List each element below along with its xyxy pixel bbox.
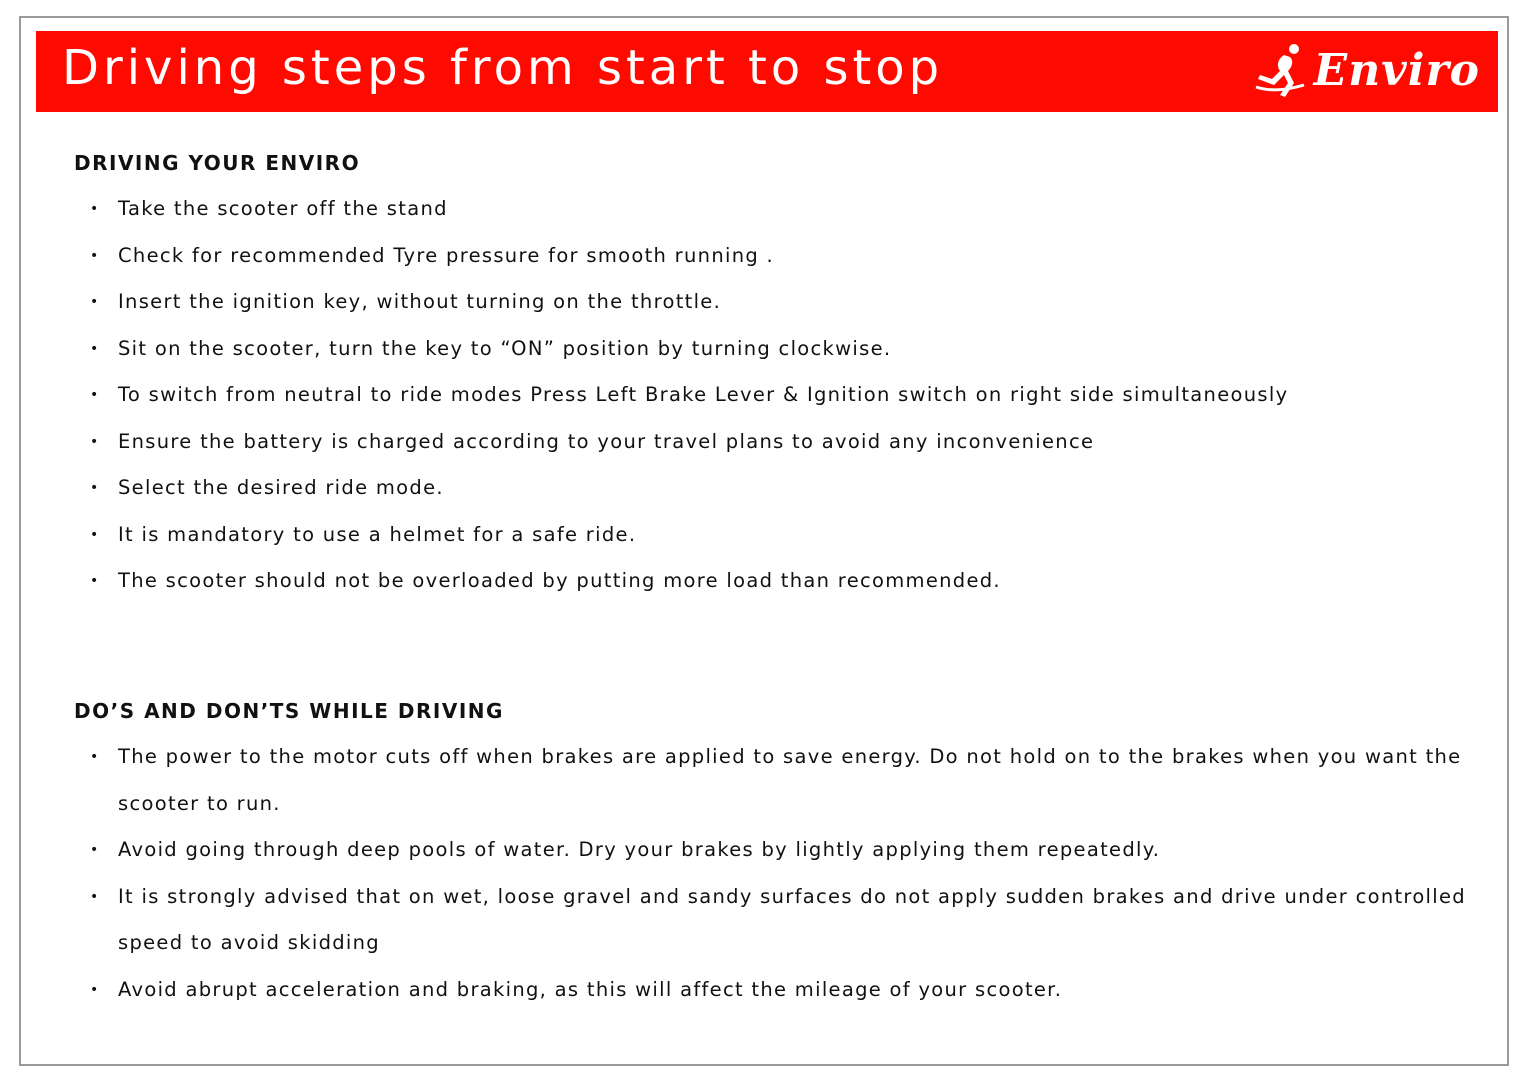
list-item-text: Sit on the scooter, turn the key to “ON” position by turning clockwise. — [118, 336, 892, 360]
bullet-icon: • — [90, 433, 100, 450]
list-item — [74, 512, 1494, 559]
bullet-icon: • — [90, 526, 100, 543]
list-item-text: The scooter should not be overloaded by putting more load than recommended. — [118, 569, 1001, 592]
bullet-icon: • — [90, 981, 100, 998]
list-item — [74, 827, 1494, 874]
list-item-text: Check for recommended Tyre pressure for smooth running . — [118, 243, 775, 267]
steps-list — [74, 734, 1494, 1013]
brand-name: Enviro — [1313, 45, 1480, 96]
bullet-icon: • — [90, 888, 100, 905]
header-banner — [36, 31, 1498, 112]
bullet-icon: • — [90, 201, 100, 217]
section-heading: DRIVING YOUR ENVIRO — [74, 151, 361, 175]
list-item — [74, 372, 1494, 419]
list-item-text: Ensure the battery is charged according to your travel plans to avoid any inconvenience — [118, 429, 1095, 453]
bullet-icon: • — [90, 749, 100, 765]
bullet-icon: • — [90, 573, 100, 589]
list-item-text: Take the scooter off the stand — [118, 197, 448, 220]
bullet-icon: • — [90, 480, 100, 496]
list-item-text: Insert the ignition key, without turning on the throttle. — [118, 290, 722, 313]
list-item-text: Select the desired ride mode. — [118, 476, 444, 499]
list-item — [74, 734, 1494, 827]
page-title: Driving steps from start to stop — [62, 40, 944, 96]
steps-list — [74, 186, 1494, 605]
bullet-icon: • — [90, 842, 100, 858]
bullet-icon: • — [90, 294, 100, 310]
bullet-icon: • — [90, 387, 100, 403]
bullet-icon: • — [90, 247, 100, 264]
list-item — [74, 233, 1494, 280]
list-item-text: It is mandatory to use a helmet for a safe ride. — [118, 522, 637, 546]
bullet-icon: • — [90, 340, 100, 357]
section-dos-and-donts — [74, 696, 1494, 1013]
list-item — [74, 465, 1494, 512]
section-heading: DO’S AND DON’TS WHILE DRIVING — [74, 699, 504, 723]
list-item-text: Avoid going through deep pools of water. Dry your brakes by lightly applying them repeatedly. — [118, 838, 1161, 861]
list-item-text: Avoid abrupt acceleration and braking, as this will affect the mileage of your scooter. — [118, 977, 1063, 1001]
list-item — [74, 967, 1494, 1014]
list-item-text: It is strongly advised that on wet, loose gravel and sandy surfaces do not apply sudden brakes and drive under controlled speed to avoid skidding — [118, 884, 1466, 954]
list-item — [74, 558, 1494, 605]
brand-logo — [1254, 39, 1480, 103]
list-item — [74, 326, 1494, 373]
list-item-text: To switch from neutral to ride modes Press Left Brake Lever & Ignition switch on right side simultaneously — [118, 383, 1289, 406]
list-item — [74, 186, 1494, 233]
runner-icon — [1254, 41, 1310, 101]
list-item — [74, 279, 1494, 326]
list-item — [74, 419, 1494, 466]
list-item — [74, 874, 1494, 967]
list-item-text: The power to the motor cuts off when brakes are applied to save energy. Do not hold on to the brakes when you want the scooter to run. — [118, 745, 1462, 815]
section-driving-your-enviro — [74, 148, 1494, 605]
